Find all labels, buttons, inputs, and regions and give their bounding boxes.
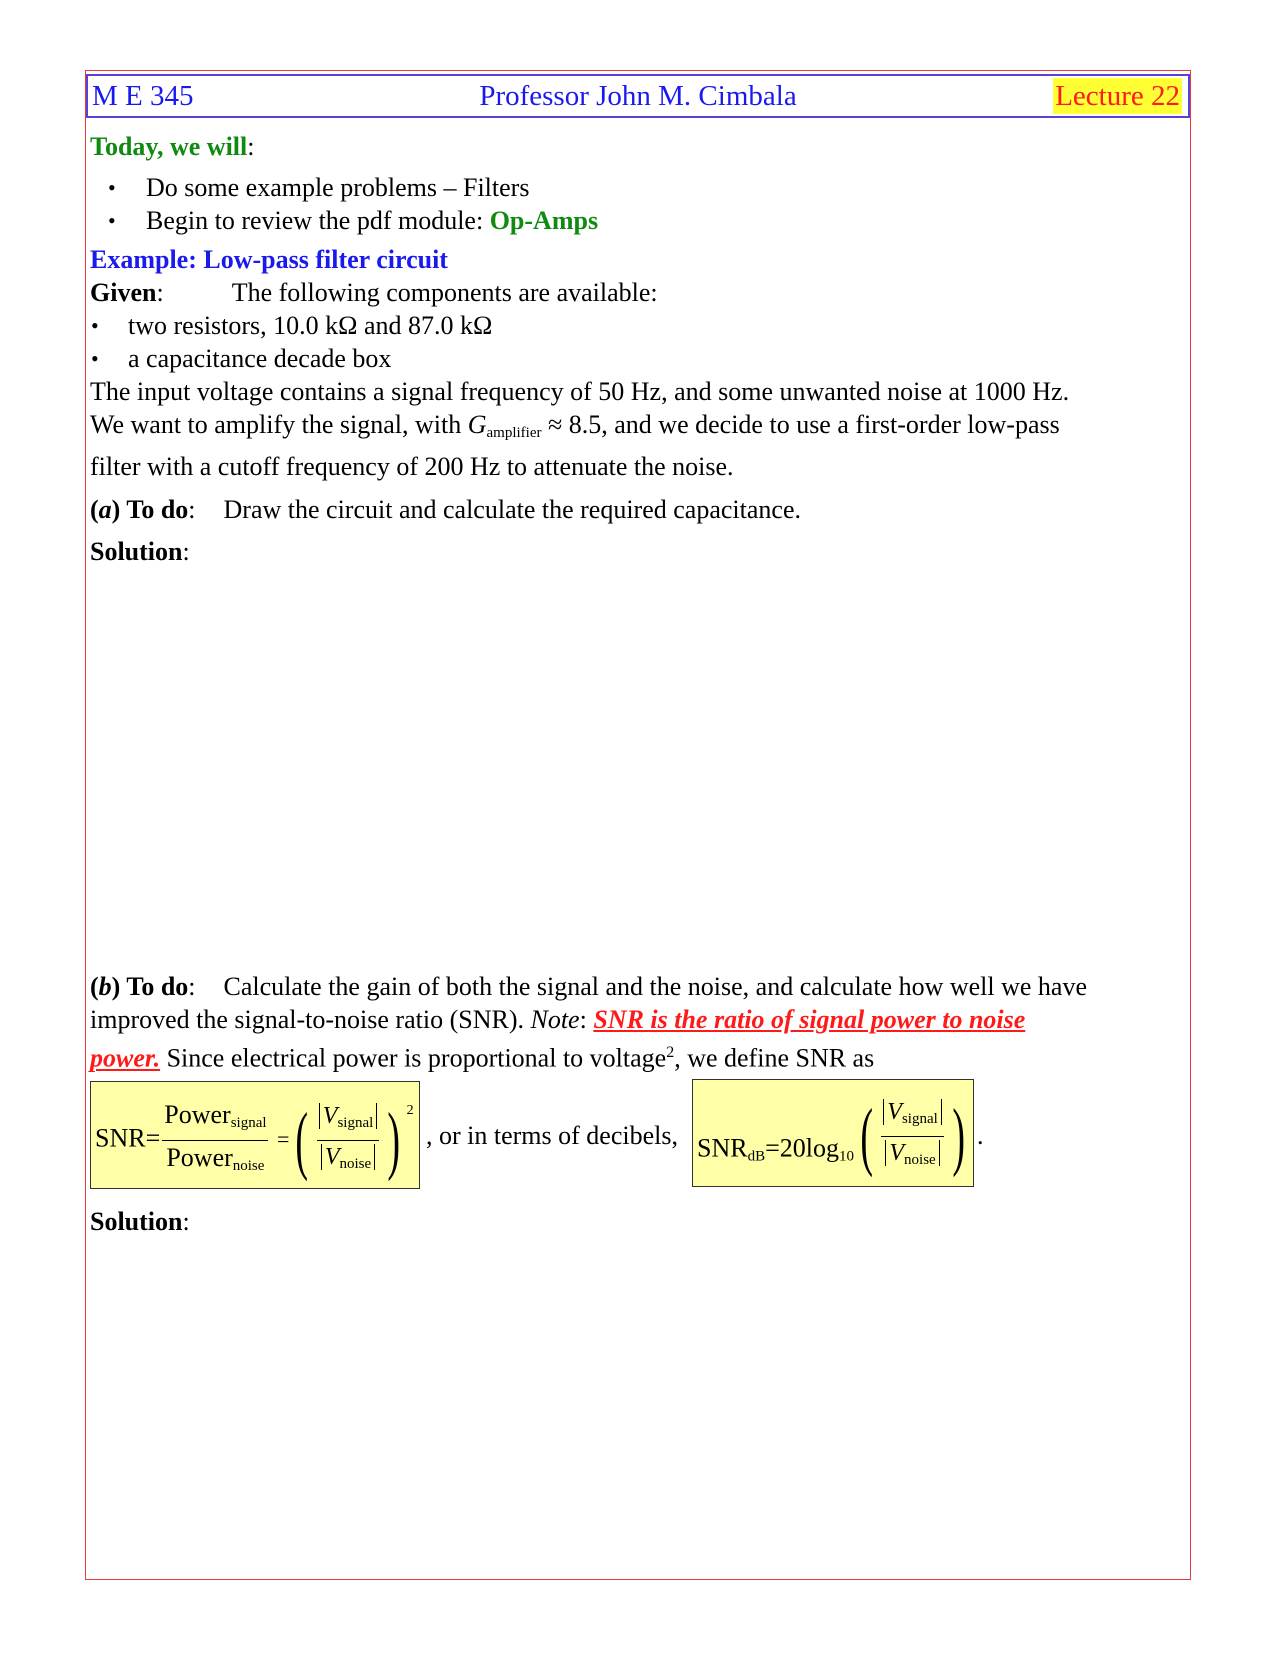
op-amps-module: Op-Amps (489, 206, 599, 235)
given-line: Given: The following components are available: (90, 278, 658, 307)
today-list (90, 171, 1180, 237)
page-content (90, 130, 1180, 1238)
course-code: M E 345 (92, 79, 194, 112)
list-item: • two resistors, 10.0 kΩ and 87.0 kΩ (90, 309, 1180, 342)
part-a-todo: (a) To do: Draw the circuit and calculate the required capacitance. (90, 495, 801, 524)
today-heading: Today, we will: (90, 132, 255, 161)
formula-period: . (977, 1120, 984, 1150)
lecture-number: Lecture 22 (1055, 80, 1180, 112)
professor-name: Professor John M. Cimbala (479, 79, 797, 112)
example-title: Example: Low-pass filter circuit (90, 245, 448, 274)
snr-note: SNR is the ratio of signal power to noise power. (90, 1005, 1026, 1073)
list-item: • a capacitance decade box (90, 342, 1180, 375)
part-b-todo: (b) To do: Calculate the gain of both the signal and the noise, and calculate how well we have improved the signal-to-noise ratio (SNR). Note: SNR is the ratio of signal power to noise power. Since electrical power is proportional to voltage$^2$, we define SNR as (90, 972, 1088, 1073)
snr-formula-row (90, 1079, 1180, 1189)
components-list (90, 309, 1180, 375)
part-b-solution-label: Solution: (90, 1206, 190, 1236)
solution-space-a (90, 568, 1180, 970)
problem-statement: The input voltage contains a signal frequency of 50 Hz, and some unwanted noise at 1000 Hz. We want to amplify the signal, with $G_{amplifier} \approx 8.5$, and we decide to use a first-order low-pass filter with a cutoff frequency of 200 Hz to attenuate the noise. (90, 377, 1070, 481)
header-bar (86, 74, 1190, 118)
decibel-connector: , or in terms of decibels, (426, 1120, 678, 1150)
list-item: • Do some example problems – Filters (90, 171, 1180, 204)
list-item: • Begin to review the pdf module: Op-Amps (90, 204, 1180, 237)
part-a-solution-label: Solution: (90, 537, 190, 566)
snr-formula-box: SNR= $\frac{Power_{signal}}{Power_{noise}}$ =( $\frac{V_{signal}}{V_{noise}}$ ) $^2$ (90, 1081, 420, 1189)
snr-db-formula-box: $SNR_{dB}=20\log_{10}$( $\frac{V_{signal}}{V_{noise}}$ ) (692, 1079, 974, 1187)
